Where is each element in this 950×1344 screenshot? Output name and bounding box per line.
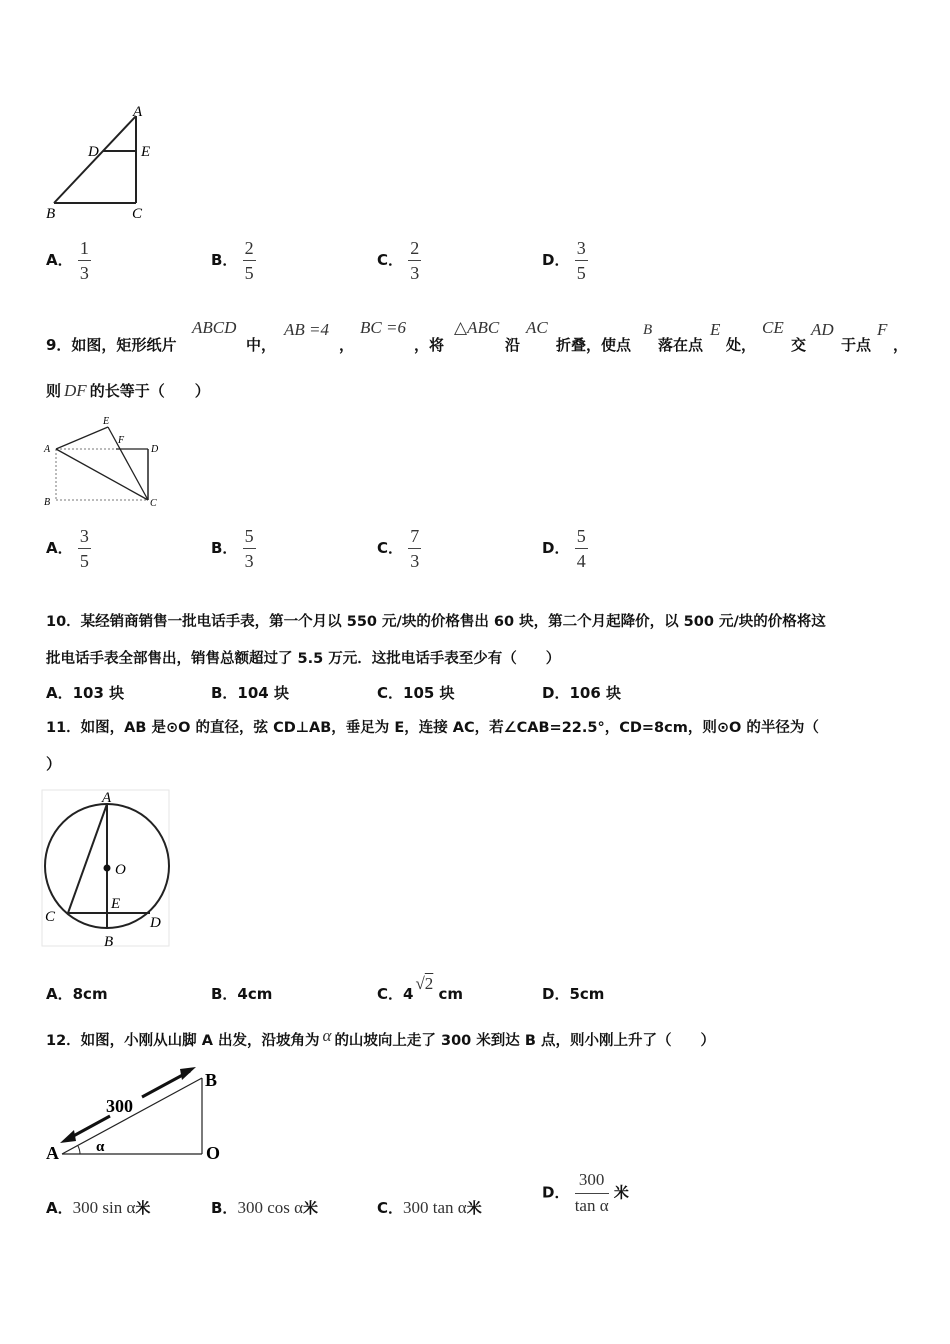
label-300: 300 [106,1096,133,1116]
label-O: O [115,862,126,878]
q9-option-b: B． $\frac{5}{3}$ [211,526,254,571]
q11-option-a: A．8cm [46,985,108,1003]
rectangle-fold-figure-q9 [40,410,170,515]
label-D: D [150,915,161,931]
q12-option-b: B．300 cos α米 [211,1198,319,1217]
q9-option-a: A． $\frac{3}{5}$ [46,526,89,571]
q10-option-b: B．104 块 [211,684,289,702]
label-A: A [44,444,51,455]
label-A: A [46,1143,59,1162]
q9-option-c: C． $\frac{7}{3}$ [377,526,420,571]
slope-figure-q12 [40,1062,240,1162]
label-O: O [206,1143,221,1162]
q10-stem-line1: 10．某经销商销售一批电话手表，第一个月以 550 元/块的价格售出 60 块，第二个月起降价，以 500 元/块的价格将这 [46,614,826,630]
q10-stem-line2: 批电话手表全部售出，销售总额超过了 5.5 万元．这批电话手表至少有（ ） [46,651,561,667]
q11-option-b: B．4cm [211,985,273,1003]
q8-option-d: D． $\frac{3}{5}$ [542,238,586,283]
label-C: C [132,206,143,222]
label-alpha: α [96,1139,105,1155]
label-B: B [205,1070,218,1090]
circle-figure-q11 [40,788,175,950]
q12-option-c: C．300 tan α米 [377,1198,482,1217]
q12-stem: 12．如图，小刚从山脚 A 出发，沿坡角为 α 的山坡向上走了 300 米到达 B 点，则小刚上升了（ ） [46,1026,715,1049]
q12-option-d: D． $\frac{300}{\text{tan α}}$ 米 [542,1170,629,1215]
q11-option-d: D．5cm [542,985,605,1003]
q11-stem-line1: 11．如图，AB 是⊙O 的直径，弦 CD⊥AB，垂足为 E，连接 AC，若∠CAB=22.5°，CD=8cm，则⊙O 的半径为（ [46,720,819,736]
label-D: D [88,144,99,160]
label-B: B [104,934,114,950]
label-E: E [103,416,110,427]
triangle-figure-q8 [40,100,170,225]
label-A: A [102,790,112,806]
q12-option-a: A．300 sin α米 [46,1198,151,1217]
q8-option-a: A． $\frac{1}{3}$ [46,238,89,283]
q9-stem-line2: 则 DF 的长等于（ ） [46,381,210,400]
q9-option-d: D． $\frac{5}{4}$ [542,526,586,571]
q11-option-c: C．4√2 cm [377,974,464,1003]
q10-option-c: C．105 块 [377,684,455,702]
q11-stem-line2: ） [46,755,62,773]
label-E: E [141,144,151,160]
q8-option-c: C． $\frac{2}{3}$ [377,238,420,283]
q8-option-b: B． $\frac{2}{5}$ [211,238,254,283]
label-A: A [133,104,143,120]
q9-stem-line1: 9．如图，矩形纸片 ABCD 中， AB =4 ， BC =6 ，将 △ABC 沿 AC 折叠，使点 B 落在点 E 处， CE 交 AD 于点 F ， [46,318,909,354]
label-B: B [44,497,51,508]
label-E: E [111,896,121,912]
label-B: B [46,206,56,222]
label-C: C [45,909,56,925]
q10-option-d: D．106 块 [542,684,621,702]
label-D: D [151,444,159,455]
label-F: F [118,435,125,446]
q10-option-a: A．103 块 [46,684,125,702]
label-C: C [150,498,157,509]
